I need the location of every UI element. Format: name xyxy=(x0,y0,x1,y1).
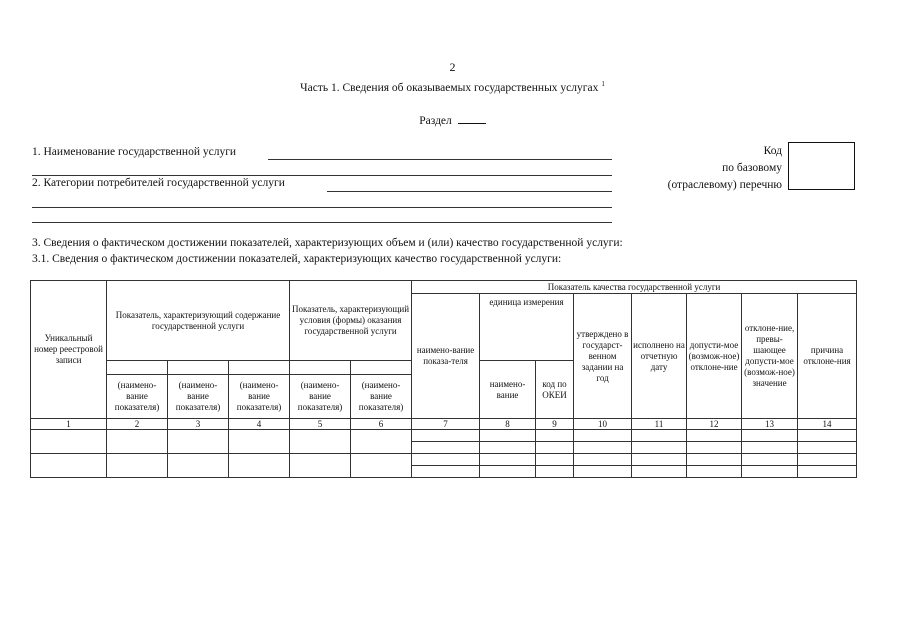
table-cell[interactable] xyxy=(742,454,798,466)
table-cell[interactable] xyxy=(168,454,229,478)
column-number: 5 xyxy=(290,419,351,430)
allowed-deviation-header: допусти-мое (возмож-ное) отклоне-ние xyxy=(687,294,742,419)
table-cell[interactable] xyxy=(107,454,168,478)
table-cell[interactable] xyxy=(574,442,632,454)
section-label: Раздел xyxy=(419,115,452,127)
table-cell[interactable] xyxy=(687,466,742,478)
deviation-reason-header: причина отклоне-ния xyxy=(798,294,857,419)
table-cell[interactable] xyxy=(31,454,107,478)
column-number: 13 xyxy=(742,419,798,430)
table-cell[interactable] xyxy=(536,442,574,454)
content-indicator-header: Показатель, характеризующий содержание государственной услуги xyxy=(107,281,290,361)
table-cell[interactable] xyxy=(798,442,857,454)
unit-name-header: наимено-вание xyxy=(480,361,536,419)
consumer-categories-line-2[interactable] xyxy=(32,207,612,208)
table-cell[interactable] xyxy=(687,454,742,466)
column-number: 10 xyxy=(574,419,632,430)
heading-3-1: 3.1. Сведения о фактическом достижении показателей, характеризующих качество государственной услуги: xyxy=(32,253,562,265)
table-cell[interactable] xyxy=(412,454,480,466)
table-cell[interactable] xyxy=(412,442,480,454)
conditions-indicator-header: Показатель, характеризующий условия (формы) оказания государственной услуги xyxy=(290,281,412,361)
conditions-indicator-name-1: (наимено-вание показателя) xyxy=(290,375,351,419)
section-line xyxy=(0,113,905,127)
consumer-categories-label: 2. Категории потребителей государственной услуги xyxy=(32,177,285,189)
okei-code-header: код по ОКЕИ xyxy=(536,361,574,419)
content-sub-spacer-2 xyxy=(168,361,229,375)
table-cell[interactable] xyxy=(290,454,351,478)
table-cell[interactable] xyxy=(480,466,536,478)
table-cell[interactable] xyxy=(229,454,290,478)
consumer-categories-line-3[interactable] xyxy=(32,222,612,223)
table-cell[interactable] xyxy=(798,454,857,466)
part-title-text: Часть 1. Сведения об оказываемых государственных услугах xyxy=(300,81,599,94)
table-cell[interactable] xyxy=(31,430,107,454)
service-name-line-1[interactable] xyxy=(268,159,612,160)
table-cell[interactable] xyxy=(480,454,536,466)
table-cell[interactable] xyxy=(687,442,742,454)
quality-indicator-header: Показатель качества государственной услуги xyxy=(412,281,857,294)
page-number: 2 xyxy=(449,60,456,74)
table-cell[interactable] xyxy=(632,442,687,454)
table-cell[interactable] xyxy=(536,466,574,478)
approved-header: утверждено в государст-венном задании на год xyxy=(574,294,632,419)
table-cell[interactable] xyxy=(798,430,857,442)
conditions-sub-spacer-2 xyxy=(351,361,412,375)
table-cell[interactable] xyxy=(632,430,687,442)
table-cell[interactable] xyxy=(632,454,687,466)
table-cell[interactable] xyxy=(168,430,229,454)
code-box[interactable] xyxy=(788,142,855,190)
content-indicator-name-1: (наимено-вание показателя) xyxy=(107,375,168,419)
column-numbers-row xyxy=(31,419,857,430)
table-cell[interactable] xyxy=(574,454,632,466)
table-cell[interactable] xyxy=(632,466,687,478)
indicator-name-header: наимено-вание показа-теля xyxy=(412,294,480,419)
column-number: 3 xyxy=(168,419,229,430)
unit-header: единица измерения xyxy=(480,294,574,361)
table-cell[interactable] xyxy=(742,442,798,454)
column-number: 8 xyxy=(480,419,536,430)
column-number: 11 xyxy=(632,419,687,430)
section-number-blank[interactable] xyxy=(458,113,486,124)
footnote-marker: 1 xyxy=(601,80,605,88)
column-number: 9 xyxy=(536,419,574,430)
table-cell[interactable] xyxy=(536,430,574,442)
table-cell[interactable] xyxy=(798,466,857,478)
quality-indicators-table xyxy=(30,280,857,478)
table-cell[interactable] xyxy=(107,430,168,454)
content-indicator-name-3: (наимено-вание показателя) xyxy=(229,375,290,419)
table-cell[interactable] xyxy=(412,466,480,478)
table-cell[interactable] xyxy=(687,430,742,442)
executed-header: исполнено на отчетную дату xyxy=(632,294,687,419)
table-row xyxy=(31,454,857,466)
column-number: 4 xyxy=(229,419,290,430)
conditions-sub-spacer-1 xyxy=(290,361,351,375)
code-label-line-3: (отраслевому) перечню xyxy=(667,179,782,191)
content-indicator-name-2: (наимено-вание показателя) xyxy=(168,375,229,419)
column-number: 1 xyxy=(31,419,107,430)
code-label-line-1: Код xyxy=(763,145,782,157)
table-cell[interactable] xyxy=(480,442,536,454)
exceeding-deviation-header: отклоне-ние, превы-шающее допусти-мое (возмож-ное) значение xyxy=(742,294,798,419)
column-number: 12 xyxy=(687,419,742,430)
table-cell[interactable] xyxy=(574,430,632,442)
column-number: 2 xyxy=(107,419,168,430)
table-row xyxy=(31,430,857,442)
table-cell[interactable] xyxy=(229,430,290,454)
table-cell[interactable] xyxy=(480,430,536,442)
content-sub-spacer-3 xyxy=(229,361,290,375)
column-number: 6 xyxy=(351,419,412,430)
column-number: 7 xyxy=(412,419,480,430)
service-name-label: 1. Наименование государственной услуги xyxy=(32,146,237,158)
table-cell[interactable] xyxy=(351,454,412,478)
service-name-line-2[interactable] xyxy=(32,175,612,176)
column-number: 14 xyxy=(798,419,857,430)
table-cell[interactable] xyxy=(412,430,480,442)
table-cell[interactable] xyxy=(742,466,798,478)
code-label xyxy=(668,143,782,194)
table-cell[interactable] xyxy=(574,466,632,478)
code-label-line-2: по базовому xyxy=(722,162,782,174)
conditions-indicator-name-2: (наимено-вание показателя) xyxy=(351,375,412,419)
table-cell[interactable] xyxy=(351,430,412,454)
col-unique-number-header: Уникальный номер реестровой записи xyxy=(31,281,107,419)
heading-3: 3. Сведения о фактическом достижении показателей, характеризующих объем и (или) качество государственной услуги: xyxy=(32,237,623,249)
table-cell[interactable] xyxy=(290,430,351,454)
part-title xyxy=(0,80,905,94)
content-sub-spacer-1 xyxy=(107,361,168,375)
table-cell[interactable] xyxy=(742,430,798,442)
table-cell[interactable] xyxy=(536,454,574,466)
consumer-categories-line-1[interactable] xyxy=(327,191,612,192)
